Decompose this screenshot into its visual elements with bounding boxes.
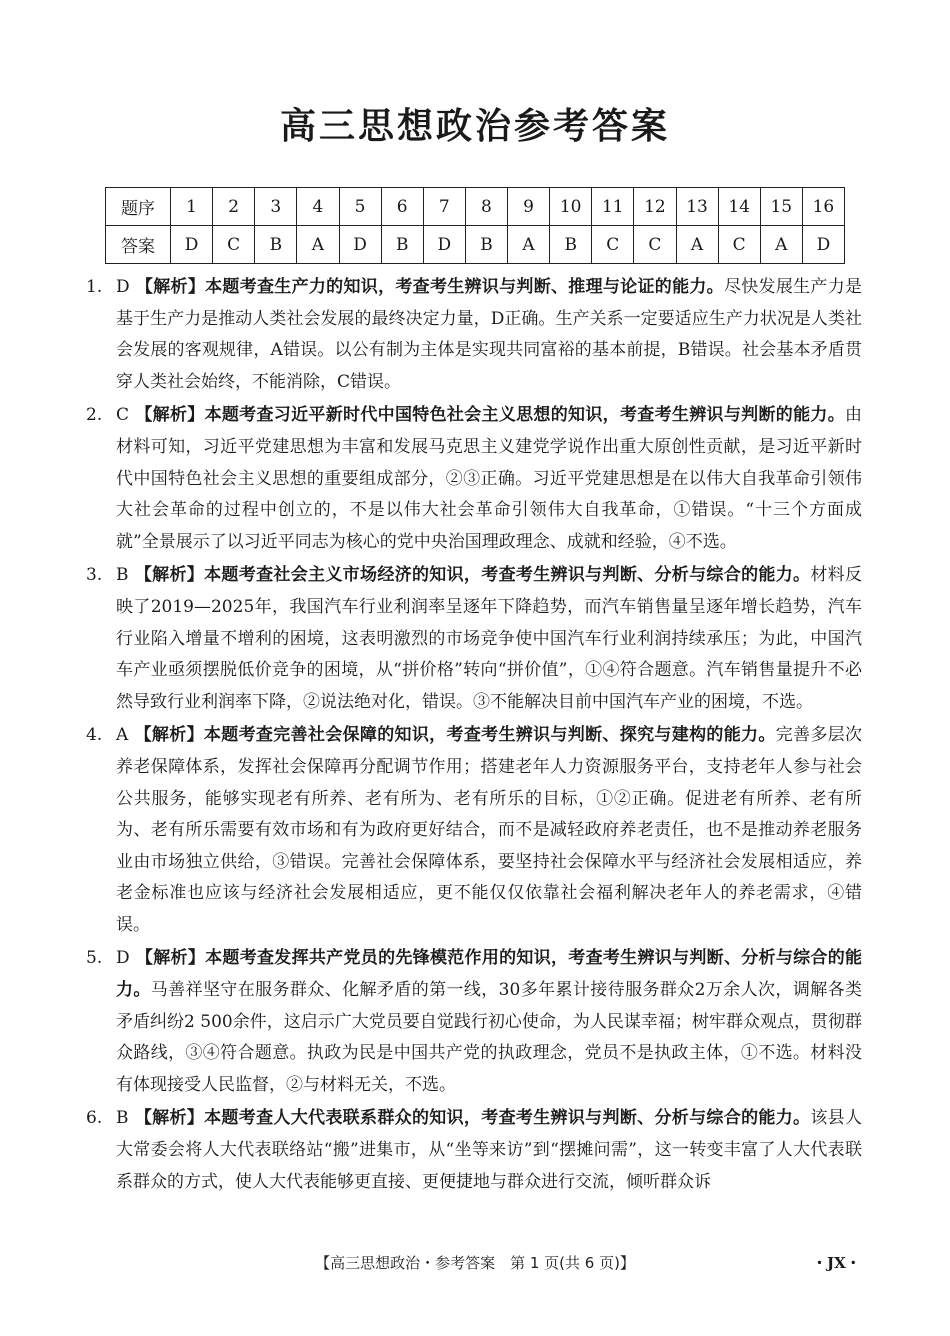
question-number: 1 — [171, 188, 213, 226]
answer-cell: A — [508, 226, 550, 264]
explanation-text — [116, 943, 862, 1101]
explanation-text — [116, 560, 862, 718]
answer-letter: D — [116, 948, 130, 969]
explanation-topic: 本题考查生产力的知识，考查考生辨识与判断、推理与论证的能力。 — [205, 277, 724, 297]
explanation-topic: 本题考查人大代表联系群众的知识，考查考生辨识与判断、分析与综合的能力。 — [204, 1108, 811, 1129]
question-number: 6. — [86, 1108, 103, 1129]
explanation-topic: 本题考查社会主义市场经济的知识，考查考生辨识与判断、分析与综合的能力。 — [204, 565, 811, 586]
analysis-label: 【解析】 — [135, 405, 205, 426]
answer-cell: B — [381, 226, 423, 264]
question-number: 2. — [86, 405, 103, 426]
question-number: 15 — [760, 188, 802, 226]
explanation-body: 完善多层次养老保障体系，发挥社会保障再分配调节作用；搭建老年人力资源服务平台，支持老年人参与社会公共服务，能够实现老有所养、老有所为、老有所乐的目标，①②正确。促进老有所养、老有所为、老有所乐需要有效市场和有为政府更好结合，而不是减轻政府养老责任，也不是推动养老服务业由市场独立供给，③错误。完善社会保障体系，要坚持社会保障水平与经济社会发展相适应，养老金标准也应该与经济社会发展相适应，更不能仅仅依靠社会福利解决老年人的养老需求，④错误。 — [116, 725, 863, 935]
explanation-item — [86, 272, 862, 398]
analysis-label: 【解析】 — [134, 725, 204, 746]
question-number: 16 — [802, 188, 844, 226]
explanation-item — [86, 560, 862, 718]
question-number: 10 — [550, 188, 592, 226]
explanation-text — [116, 1103, 862, 1198]
answer-cell: C — [634, 226, 676, 264]
answer-cell: D — [802, 226, 844, 264]
explanation-text — [116, 400, 862, 558]
explanations — [86, 272, 862, 1200]
analysis-label: 【解析】 — [135, 277, 206, 297]
explanation-item — [86, 1103, 862, 1198]
analysis-label: 【解析】 — [135, 948, 206, 969]
page-footer: 【高三思想政治・参考答案 第 1 页(共 6 页)】 — [315, 1254, 635, 1272]
explanation-item — [86, 720, 862, 941]
answer-cell: B — [255, 226, 297, 264]
answer-cell: D — [171, 226, 213, 264]
question-number: 8 — [465, 188, 507, 226]
explanation-topic: 本题考查习近平新时代中国特色社会主义思想的知识，考查考生辨识与判断的能力。 — [204, 405, 845, 426]
question-number: 5. — [86, 948, 103, 969]
answer-table-row-header: 题序 — [106, 188, 171, 226]
answer-cell: B — [550, 226, 592, 264]
answer-letter: C — [116, 405, 130, 426]
explanation-item — [86, 943, 862, 1101]
answer-letter: D — [116, 277, 130, 297]
answer-cell: B — [465, 226, 507, 264]
explanation-body: 马善祥坚守在服务群众、化解矛盾的第一线，30多年累计接待服务群众2万余人次，调解各类矛盾纠纷2 500余件，这启示广大党员要自觉践行初心使命，为人民谋幸福；树牢群众观点，贯彻群众路线，③④符合题意。执政为民是中国共产党的执政理念，党员不是执政主体，①不选。材料没有体现接受人民监督，②与材料无关，不选。 — [116, 980, 863, 1095]
explanation-topic: 本题考查发挥共产党员的先锋模范作用的知识，考查考生辨识与判断、分析与综合的能力。 — [116, 948, 863, 1001]
question-number: 1. — [86, 277, 103, 297]
explanation-topic: 本题考查完善社会保障的知识，考查考生辨识与判断、探究与建构的能力。 — [203, 725, 776, 746]
answer-cell: D — [423, 226, 465, 264]
explanation-text — [116, 272, 862, 398]
explanation-text — [116, 720, 862, 941]
answer-cell: C — [592, 226, 634, 264]
answer-cell: A — [760, 226, 802, 264]
question-number: 14 — [718, 188, 760, 226]
explanation-body: 尽快发展生产力是基于生产力是推动人类社会发展的最终决定力量，D正确。生产关系一定要适应生产力状况是人类社会发展的客观规律，A错误。以公有制为主体是实现共同富裕的基本前提，B错误。社会基本矛盾贯穿人类社会始终，不能消除，C错误。 — [116, 277, 863, 392]
answer-table-answer-row — [106, 226, 845, 264]
analysis-label: 【解析】 — [134, 565, 205, 586]
analysis-label: 【解析】 — [134, 1108, 205, 1129]
explanation-body: 由材料可知，习近平党建思想为丰富和发展马克思主义建党学说作出重大原创性贡献，是习近平新时代中国特色社会主义思想的重要组成部分，②③正确。习近平党建思想是在以伟大自我革命引领伟大社会革命的过程中创立的，不是以伟大社会革命引领伟大自我革命，①错误。“十三个方面成就”全景展示了以习近平同志为核心的党中央治国理政理念、成就和经验，④不选。 — [116, 405, 862, 552]
answer-letter: A — [116, 725, 129, 746]
question-number: 2 — [213, 188, 255, 226]
answer-table-row-header: 答案 — [106, 226, 171, 264]
question-number: 9 — [508, 188, 550, 226]
answer-cell: A — [297, 226, 339, 264]
explanation-body: 材料反映了2019—2025年，我国汽车行业利润率呈逐年下降趋势，而汽车销售量呈逐年增长趋势，汽车行业陷入增量不增利的困境，这表明激烈的市场竞争使中国汽车行业利润持续承压；为此，中国汽车产业亟须摆脱低价竞争的困境，从“拼价格”转向“拼价值”，①④符合题意。汽车销售量提升不必然导致行业利润率下降，②说法绝对化，错误。③不能解决目前中国汽车产业的困境，不选。 — [116, 565, 863, 712]
question-number: 3. — [86, 565, 103, 586]
answer-cell: A — [676, 226, 718, 264]
page-title: 高三思想政治参考答案 — [279, 106, 670, 147]
answer-table-number-row — [106, 188, 845, 226]
question-number: 7 — [423, 188, 465, 226]
question-number: 4 — [297, 188, 339, 226]
explanation-body: 该县人大常委会将人大代表联络站“搬”进集市，从“坐等来访”到“摆摊问需”，这一转变丰富了人大代表联系群众的方式，使人大代表能够更直接、更便捷地与群众进行交流，倾听群众诉 — [116, 1108, 863, 1192]
question-number: 13 — [676, 188, 718, 226]
answer-letter: B — [116, 565, 129, 586]
question-number: 5 — [339, 188, 381, 226]
question-number: 4. — [86, 725, 103, 746]
question-number: 3 — [255, 188, 297, 226]
question-number: 12 — [634, 188, 676, 226]
question-number: 6 — [381, 188, 423, 226]
question-number: 11 — [592, 188, 634, 226]
answer-cell: C — [213, 226, 255, 264]
corner-tag: ・JX・ — [812, 1254, 861, 1272]
answer-table — [105, 187, 845, 264]
answer-cell: C — [718, 226, 760, 264]
answer-letter: B — [116, 1108, 129, 1129]
answer-cell: D — [339, 226, 381, 264]
explanation-item — [86, 400, 862, 558]
